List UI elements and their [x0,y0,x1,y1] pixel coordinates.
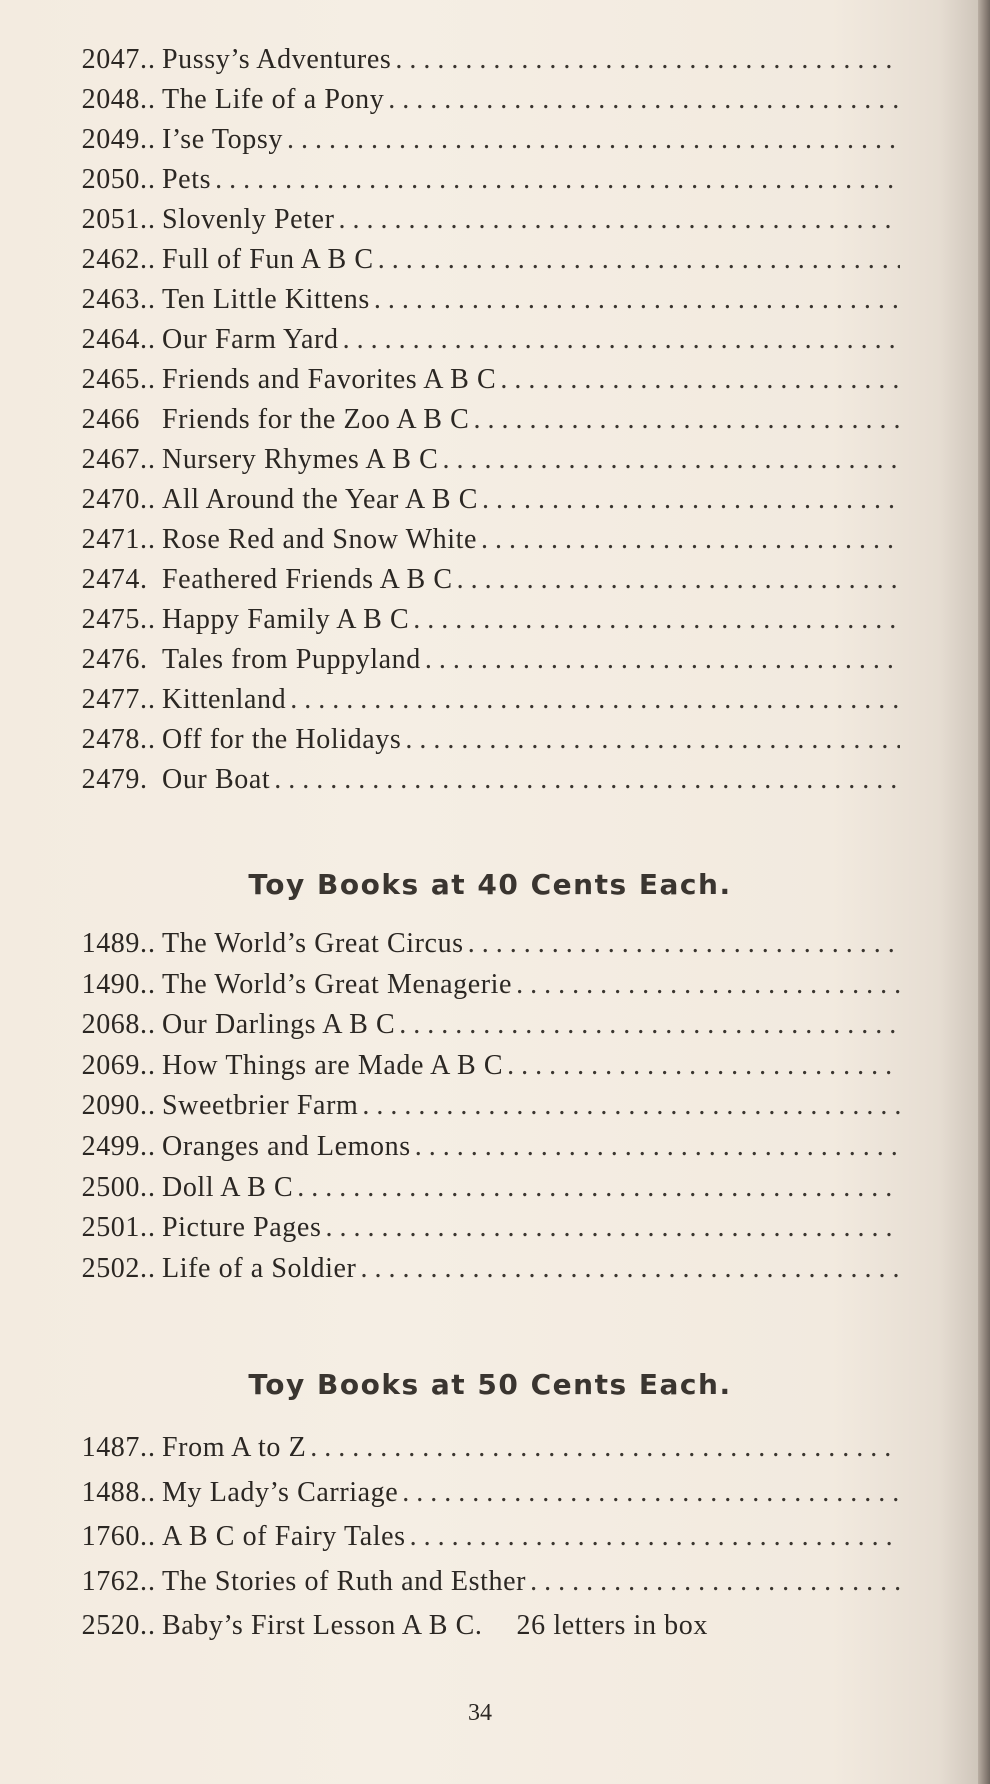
item-number: 2462 [81,244,140,275]
item-number: 2479 [81,764,140,795]
toy-book-list [0,44,900,804]
item-number: 2068 [81,1009,140,1041]
item-title: Off for the Holidays [162,724,402,755]
dot-leader [325,1212,900,1244]
item-number: 2464 [81,324,140,355]
item-title: Sweetbrier Farm [162,1090,359,1122]
item-separator: .. [140,44,156,75]
dot-leader [425,644,900,676]
list-item [0,604,900,644]
dot-leader [405,724,900,756]
item-number: 2465 [81,364,140,395]
dot-leader [310,1432,900,1464]
dot-leader [378,244,900,276]
item-separator: .. [140,324,156,355]
item-separator: .. [140,84,156,115]
item-separator: .. [140,684,156,715]
list-item [0,324,900,364]
item-title: Ten Little Kittens [162,284,370,315]
item-number: 2069 [81,1049,140,1081]
item-title: Nursery Rhymes A B C [162,444,439,475]
dot-leader [468,928,900,960]
item-separator: .. [140,928,156,959]
page-number: 34 [468,1700,492,1726]
dot-leader [473,404,900,436]
item-number: 1762 [81,1565,140,1597]
list-item [0,124,900,164]
item-separator: .. [140,604,156,635]
item-separator: . [140,564,148,595]
item-separator: .. [140,724,156,755]
item-number: 2501 [81,1212,140,1244]
list-item [0,44,900,84]
item-title: How Things are Made A B C [162,1049,504,1081]
item-separator: .. [140,244,156,275]
item-number: 1488 [81,1476,140,1508]
list-item [0,1172,900,1213]
item-separator: .. [140,204,156,235]
dot-leader [507,1050,900,1082]
item-title: My Lady’s Carriage [162,1476,399,1508]
item-separator: . [140,764,148,795]
dot-leader [402,1477,900,1509]
item-title: Our Boat [162,764,271,795]
item-number: 2090 [81,1090,140,1122]
item-title: Our Darlings A B C [162,1009,396,1041]
dot-leader [415,1131,900,1163]
item-title: The Life of a Pony [162,84,385,115]
item-title: The Stories of Ruth and Esther [162,1565,527,1597]
item-number: 2049 [81,124,140,155]
item-separator: . [140,644,148,675]
item-number: 2475 [81,604,140,635]
item-number: 2476 [81,644,140,675]
item-title: Baby’s First Lesson A B C. [162,1610,483,1641]
dot-leader [290,684,900,716]
item-separator: .. [140,1565,156,1597]
item-number: 2500 [81,1171,140,1203]
dot-leader [374,284,900,316]
item-title: Our Farm Yard [162,324,339,355]
item-title: Friends for the Zoo A B C [162,404,470,435]
list-item [0,724,900,764]
item-number: 2051 [81,204,140,235]
dot-leader [410,1521,900,1553]
item-number: 1490 [81,968,140,1000]
section-heading-50-cents: Toy Books at 50 Cents Each. [248,1368,732,1401]
item-title: The World’s Great Menagerie [162,968,513,1000]
dot-leader [530,1566,900,1598]
list-item [0,444,900,484]
toy-books-50-cents-list [0,1432,900,1655]
list-item [0,928,900,969]
item-separator: .. [140,1432,156,1463]
item-title: Pussy’s Adventures [162,44,392,75]
item-title: A B C of Fairy Tales [162,1521,406,1552]
item-separator: .. [140,1212,156,1244]
item-title: Oranges and Lemons [162,1130,411,1162]
dot-leader [297,1172,900,1204]
item-number: 2474 [81,564,140,595]
item-number: 1487 [81,1432,140,1463]
list-item [0,1009,900,1050]
list-item [0,764,900,804]
item-number: 2050 [81,164,140,195]
list-item [0,84,900,124]
list-item [0,1610,900,1655]
item-number: 2466 [81,404,140,435]
dot-leader [360,1253,900,1285]
item-title: All Around the Year A B C [162,484,479,515]
item-number: 2047 [81,44,140,75]
item-number: 2467 [81,444,140,475]
item-title: The World’s Great Circus [162,928,464,959]
item-number: 2478 [81,724,140,755]
item-separator: .. [140,1049,156,1081]
item-number: 2499 [81,1130,140,1162]
item-separator: .. [140,284,156,315]
list-item [0,364,900,404]
item-note: 26 letters in box [516,1610,708,1641]
item-title: Picture Pages [162,1212,322,1244]
dot-leader [388,84,900,116]
list-item [0,1253,900,1294]
item-title: Full of Fun A B C [162,244,374,275]
list-item [0,1521,900,1566]
dot-leader [362,1090,900,1122]
item-title: Friends and Favorites A B C [162,364,497,395]
dot-leader [482,484,900,516]
page-edge [978,0,990,1784]
item-title: Doll A B C [162,1171,294,1203]
dot-leader [339,204,901,236]
item-separator: .. [140,124,156,155]
dot-leader [343,324,900,356]
item-separator: .. [140,1171,156,1203]
item-number: 2520 [81,1610,140,1641]
dot-leader [442,444,900,476]
list-item [0,1090,900,1131]
list-item [0,404,900,444]
item-title: Pets [162,164,212,195]
list-item [0,1131,900,1172]
item-title: From A to Z [162,1432,307,1463]
item-number: 2477 [81,684,140,715]
item-separator: .. [140,164,156,195]
list-item [0,524,900,564]
dot-leader [413,604,900,636]
dot-leader [274,764,900,796]
item-title: Rose Red and Snow White [162,524,478,555]
list-item [0,204,900,244]
item-separator: .. [140,968,156,1000]
item-separator: .. [140,1521,156,1552]
item-title: Happy Family A B C [162,604,410,635]
item-separator: .. [140,1610,156,1641]
list-item [0,244,900,284]
item-number: 2471 [81,524,140,555]
dot-leader [500,364,900,396]
list-item [0,1432,900,1477]
list-item [0,564,900,604]
item-number: 2470 [81,484,140,515]
dot-leader [215,164,900,196]
list-item [0,1477,900,1522]
item-title: I’se Topsy [162,124,283,155]
list-item [0,1050,900,1091]
item-number: 2048 [81,84,140,115]
list-item [0,969,900,1010]
item-number: 1489 [81,928,140,959]
item-number: 2463 [81,284,140,315]
list-item [0,284,900,324]
item-title: Slovenly Peter [162,204,335,235]
dot-leader [516,969,900,1001]
item-separator: .. [140,1009,156,1041]
dot-leader [399,1009,900,1041]
item-title: Life of a Soldier [162,1252,357,1284]
item-separator: .. [140,1130,156,1162]
list-item [0,164,900,204]
item-number: 1760 [81,1521,140,1552]
list-item [0,684,900,724]
dot-leader [287,124,900,156]
dot-leader [481,524,900,556]
item-title: Feathered Friends A B C [162,564,453,595]
dot-leader [457,564,900,596]
list-item [0,484,900,524]
item-number: 2502 [81,1252,140,1284]
section-heading-40-cents: Toy Books at 40 Cents Each. [248,868,732,901]
item-separator: .. [140,364,156,395]
list-item [0,1566,900,1611]
toy-books-40-cents-list [0,928,900,1293]
list-item [0,1212,900,1253]
item-separator: .. [140,1476,156,1508]
item-separator: .. [140,484,156,515]
dot-leader [395,44,900,76]
item-title: Kittenland [162,684,287,715]
item-separator: .. [140,524,156,555]
list-item [0,644,900,684]
item-separator: .. [140,1090,156,1122]
item-title: Tales from Puppyland [162,644,421,675]
item-separator: .. [140,444,156,475]
item-separator: .. [140,1252,156,1284]
